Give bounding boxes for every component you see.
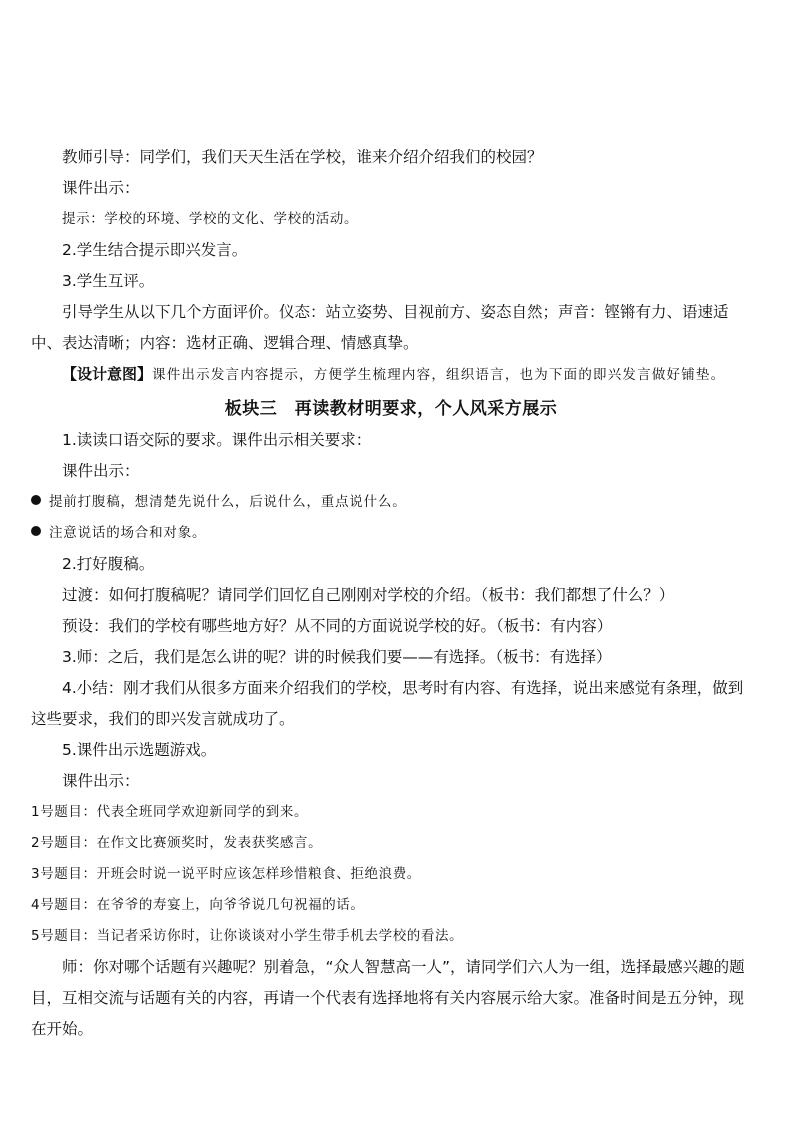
topic-item: 2号题目：在作文比赛颁奖时，发表获奖感言。	[31, 835, 323, 851]
paragraph-part3-1: 1.读读口语交际的要求。课件出示相关要求：	[62, 431, 372, 449]
paragraph-teacher-guide: 教师引导：同学们，我们天天生活在学校，谁来介绍介绍我们的校园？	[62, 148, 543, 166]
paragraph-preset: 预设：我们的学校有哪些地方好？从不同的方面说说学校的好。（板书：有内容）	[62, 617, 613, 635]
document-page	[31, 142, 751, 1045]
bullet-item	[31, 487, 751, 518]
design-intent-text: 课件出示发言内容提示，方便学生梳理内容，组织语言，也为下面的即兴发言做好铺垫。	[152, 367, 726, 383]
paragraph-summary: 4.小结：刚才我们从很多方面来介绍我们的学校，思考时有内容、有选择，说出来感觉有条理，做到这些要求，我们的即兴发言就成功了。	[31, 679, 744, 728]
paragraph-courseware-show: 课件出示：	[62, 179, 140, 197]
topic-item: 1号题目：代表全班同学欢迎新同学的到来。	[31, 804, 309, 820]
paragraph-design-intent	[31, 359, 751, 391]
topic-item: 3号题目：开班会时说一说平时应该怎样珍惜粮食、拒绝浪费。	[31, 866, 421, 882]
paragraph-transition: 过渡：如何打腹稿呢？请同学们回忆自己刚刚对学校的介绍。（板书：我们都想了什么？）	[62, 586, 675, 604]
paragraph-part3-2: 2.打好腹稿。	[62, 555, 155, 573]
bullet-text: 注意说话的场合和对象。	[49, 525, 207, 541]
paragraph-evaluation-guide: 引导学生从以下几个方面评价。仪态：站立姿势、目视前方、姿态自然；声音：铿锵有力、语速适中、表达清晰；内容：选材正确、逻辑合理、情感真挚。	[31, 303, 729, 352]
topic-item: 5号题目：当记者采访你时，让你谈谈对小学生带手机去学校的看法。	[31, 928, 464, 944]
bullet-dot-icon	[31, 495, 41, 505]
section-heading: 板块三 再读教材明要求，个人风采方展示	[224, 399, 558, 419]
paragraph-step-3: 3.学生互评。	[62, 272, 155, 290]
paragraph-part3-courseware: 课件出示：	[62, 462, 140, 480]
design-intent-label: 【设计意图】	[62, 365, 153, 383]
paragraph-part3-courseware-2: 课件出示：	[62, 772, 140, 790]
paragraph-part3-3: 3.师：之后，我们是怎么讲的呢？讲的时候我们要——有选择。（板书：有选择）	[62, 648, 612, 666]
bullet-item	[31, 518, 751, 549]
paragraph-teacher-closing: 师：你对哪个话题有兴趣呢？别着急，“众人智慧高一人”，请同学们六人为一组，选择最感兴趣的题目，互相交流与话题有关的内容，再请一个代表有选择地将有关内容展示给大家。准备时间是五分钟，现在开始。	[31, 958, 745, 1038]
paragraph-part3-5: 5.课件出示选题游戏。	[62, 741, 217, 759]
topic-item: 4号题目：在爷爷的寿宴上，向爷爷说几句祝福的话。	[31, 897, 365, 913]
paragraph-step-2: 2.学生结合提示即兴发言。	[62, 241, 248, 259]
paragraph-hint: 提示：学校的环境、学校的文化、学校的活动。	[62, 211, 359, 227]
bullet-dot-icon	[31, 526, 41, 536]
bullet-text: 提前打腹稿，想清楚先说什么，后说什么，重点说什么。	[49, 494, 407, 510]
